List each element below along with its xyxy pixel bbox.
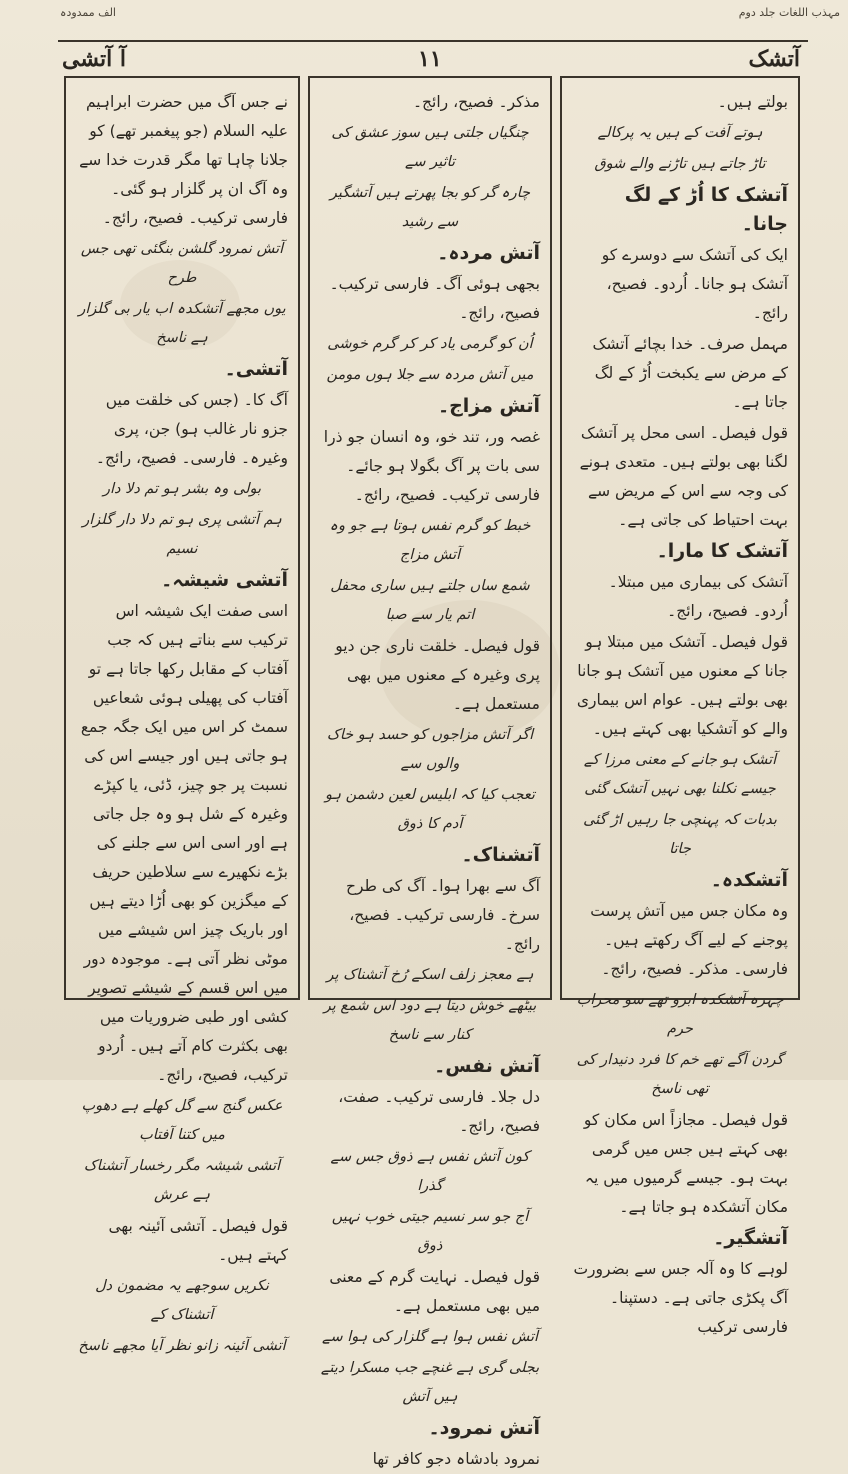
definition-text: قول فیصل۔ مجازاً اس مکان کو بھی کہتے ہیں جس میں گرمی بہت ہو۔ جیسے گرمیوں میں یہ مکان آتشکدہ ہو جاتا ہے۔ — [583, 1111, 788, 1216]
verse-line: ہے معجز زلف اسکے رُخ آتشناک پر — [326, 967, 534, 983]
verse-line: میں آتش مردہ سے جلا ہوں مومن — [326, 367, 534, 383]
page-header — [58, 28, 808, 72]
header-keyword-left: آ آتشی — [62, 46, 126, 72]
verse-line: آتشی آئینہ زانو نظر آیا مجھے ناسخ — [78, 1338, 286, 1354]
headword: آتش نمرود۔ — [428, 1417, 540, 1439]
verse-line: تاڑ جاتے ہیں تاڑنے والے شوق — [594, 156, 766, 172]
definition-text: مذکر۔ فصیح، رائج۔ — [412, 93, 540, 111]
definition-text: مہمل صرف۔ خدا بچائے آتشک کے مرض سے یکبخت اُڑ کے لگ جاتا ہے۔ — [592, 335, 788, 411]
verse-line: بیٹھے خوش دیتا ہے دود اس شمع پر کنار سے ناسخ — [323, 998, 537, 1043]
running-head-right: الف ممدودہ — [60, 6, 116, 19]
verse-line: یوں مجھے آتشکدہ اب یار بی گلزار ہے ناسخ — [78, 301, 286, 346]
headword: آتشکدہ۔ — [710, 869, 788, 891]
verse-line: چہرہ آتشکدہ ابرو تھے سو محراب حرم — [576, 992, 784, 1037]
verse-line: ہوتے آفت کے ہیں یہ پرکالے — [597, 125, 763, 141]
verse-line: آتشک ہو جانے کے معنی مرزا کے جیسے نکلنا بھی نہیں آتشک گئی — [583, 752, 777, 797]
verse-line: اُن کو گرمی یاد کر کر گرم خوشی — [327, 336, 533, 352]
headword: آتشک کا مارا۔ — [656, 540, 788, 562]
verse-line: گردن آگے تھے خم کا فرد دنیدار کی تھی ناسخ — [576, 1052, 784, 1097]
definition-text: وہ مکان جس میں آتش پرست پوجنے کے لیے آگ رکھتے ہیں۔ فارسی۔ مذکر۔ فصیح، رائج۔ — [590, 902, 788, 978]
verse-line: چنگیاں جلتی ہیں سوز عشق کی تاثیر سے — [331, 125, 529, 170]
verse-line: آتشی شیشہ مگر رخسار آتشناک ہے عرش — [83, 1158, 281, 1203]
headword: آتشی شیشہ۔ — [161, 569, 288, 591]
definition-text: اسی صفت ایک شیشہ اس ترکیب سے بناتے ہیں کہ جب آفتاب کے مقابل رکھا جاتا ہے تو آفتاب کی پھیلی ہوئی شعاعیں سمٹ کر اس میں ایک جگہ جمع ہو جاتی ہیں اور جیسے اس کی نسبت پر جو چیز، ڈئی، یا کپڑے وغیرہ کے شل ہو وہ جل جاتی ہے اور اسی اس سے جلنے کی بڑے نکھیرے سے سلاطین حریف کے میگزین کو بھی اُڑا دیتے ہیں اور باریک چیز اس شیشے میں موٹی نظر آتی ہے۔ موجودہ دور میں اس قسم کے شیشے تصویر کشی اور طبی ضروریات میں بھی بکثرت کام آتے ہیں۔ اُردو ترکیب، فصیح، رائج۔ — [80, 602, 288, 1084]
headword: آتش مردہ۔ — [437, 242, 540, 264]
definition-text: قول فیصل۔ خلقت ناری جن دیو پری وغیرہ کے معنوں میں بھی مستعمل ہے۔ — [335, 637, 540, 713]
verse-line: چارہ گر کو بجا پھرتے ہیں آتشگیر سے رشید — [329, 185, 531, 230]
verse-line: آتش نفس ہوا ہے گلزار کی ہوا سے — [321, 1329, 539, 1345]
definition-text: نمرود بادشاہ دجو کافر تھا — [372, 1450, 540, 1468]
definition-text: نے جس آگ میں حضرت ابراہیم علیہ السلام (جو پیغمبر تھے) کو جلانا چاہا تھا مگر قدرت خدا سے وہ آگ ان پر گلزار ہو گئی۔ فارسی ترکیب۔ فصیح، رائج۔ — [79, 93, 288, 227]
headword: آتش مزاج۔ — [437, 395, 540, 417]
verse-line: آتش نمرود گلشن بنگئی تھی جس طرح — [80, 241, 284, 286]
definition-text: دل جلا۔ فارسی ترکیب۔ صفت، فصیح، رائج۔ — [338, 1088, 540, 1135]
headword: آتشی۔ — [224, 358, 288, 380]
definition-text: لوہے کا وہ آلہ جس سے بضرورت آگ پکڑی جاتی ہے۔ دستپنا۔ فارسی ترکیب — [573, 1260, 788, 1336]
verse-line: تعجب کیا کہ ابلیس لعین دشمن ہو آدم کا ذوق — [325, 787, 535, 832]
definition-text: قول فیصل۔ نہایت گرم کے معنی میں بھی مستعمل ہے۔ — [329, 1268, 540, 1315]
header-keyword-right: آتشک — [748, 46, 800, 72]
definition-text: آگ سے بھرا ہوا۔ آگ کی طرح سرخ۔ فارسی ترکیب۔ فصیح، رائج۔ — [346, 877, 540, 953]
verse-line: بدبات کہ پہنچی جا رہیں اڑ گئی جاتا — [583, 812, 777, 857]
headword: آتشک کا اُڑ کے لگ جانا۔ — [624, 184, 788, 235]
definition-text: آگ کا۔ (جس کی خلقت میں جزو نار غالب ہو) جن، پری وغیرہ۔ فارسی۔ فصیح، رائج۔ — [95, 391, 288, 467]
definition-text: قول فیصل۔ آتشک میں مبتلا ہو جانا کے معنوں میں آتشک ہو جانا بھی بولتے ہیں۔ عوام اس بیماری والے کو آتشکیا بھی کہتے ہیں۔ — [576, 633, 788, 738]
definition-text: غصہ ور، تند خو، وہ انسان جو ذرا سی بات پر آگ بگولا ہو جائے۔ فارسی ترکیب۔ فصیح، رائج۔ — [323, 428, 540, 504]
verse-line: بجلی گری ہے غنچے جب مسکرا دیتے ہیں آتش — [320, 1360, 540, 1405]
definition-text: بجھی ہوئی آگ۔ فارسی ترکیب۔ فصیح، رائج۔ — [329, 275, 540, 322]
verse-line: عکس گنج سے گل کھلے ہے دھوپ میں کتنا آفتاب — [81, 1098, 283, 1143]
verse-line: ہم آتشی پری ہو تم دلا دار گلزار نسیم — [82, 512, 282, 557]
verse-line: آج جو سر نسیم جیتی خوب نہیں ذوق — [331, 1209, 529, 1254]
page-number: ۱۱ — [418, 46, 442, 72]
headword: آتشگیر۔ — [713, 1227, 788, 1249]
definition-text: آتشک کی بیماری میں مبتلا۔ اُردو۔ فصیح، رائج۔ — [608, 573, 788, 620]
column-middle — [308, 76, 552, 1468]
verse-line: نکریں سوجھے یہ مضمون دل آتشناک کے — [95, 1278, 269, 1323]
column-right — [560, 76, 800, 1336]
running-head-left: مہذب اللغات جلد دوم — [738, 6, 840, 19]
headword: آتش نفس۔ — [434, 1055, 540, 1077]
verse-line: بولی وہ بشر ہو تم دلا دار — [102, 481, 262, 497]
verse-line: شمع ساں جلتے ہیں ساری محفل اتم یار سے صبا — [330, 578, 530, 623]
definition-text: قول فیصل۔ اسی محل پر آتشک لگنا بھی بولتے ہیں۔ متعدی ہونے کی وجہ سے اس کے مریض سے بہت احتیاط کی جاتی ہے۔ — [579, 424, 788, 529]
column-left — [64, 76, 300, 1354]
verse-line: کون آتش نفس ہے ذوق جس سے گذرا — [330, 1149, 530, 1194]
verse-line: خبط کو گرم نفس ہوتا ہے جو وہ آتش مزاج — [329, 518, 531, 563]
definition-text: ایک کی آتشک سے دوسرے کو آتشک ہو جانا۔ اُردو۔ فصیح، رائج۔ — [601, 246, 788, 322]
headword: آتشناک۔ — [461, 844, 540, 866]
verse-line: اگر آتش مزاجوں کو حسد ہو خاک والوں سے — [326, 727, 534, 772]
running-head — [0, 4, 848, 28]
definition-text: قول فیصل۔ آتشی آئینہ بھی کہتے ہیں۔ — [108, 1217, 288, 1264]
definition-text: بولتے ہیں۔ — [717, 93, 788, 111]
